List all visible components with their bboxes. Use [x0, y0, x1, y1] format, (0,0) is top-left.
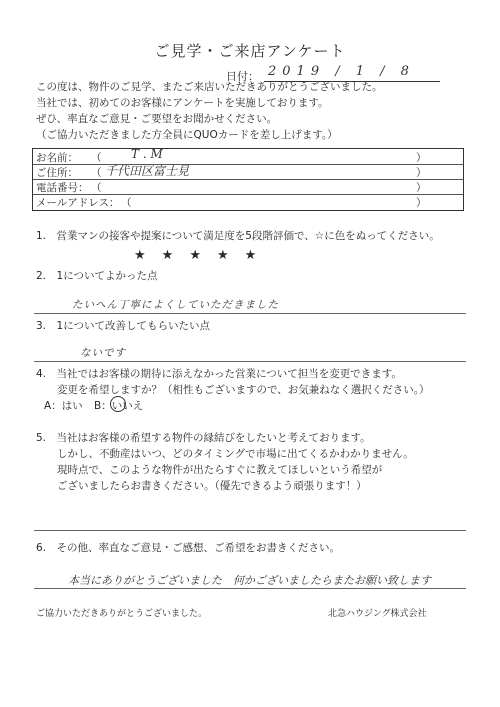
address-open-paren: （ [91, 167, 102, 179]
question-3-answer-line [34, 361, 466, 362]
email-label: メールアドレス： [36, 197, 120, 209]
intro-line-1: この度は、物件のご見学、またご来店いただきありがとうございました。 [36, 81, 383, 93]
footer-thanks: ご協力いただきありがとうございました。 [36, 609, 208, 619]
date-label: 日付： [226, 70, 259, 83]
question-2: 2. 1についてよかった点 [36, 270, 158, 282]
email-close-paren: ） [416, 197, 427, 209]
question-5-line-3: 現時点で、このような物件が出たらすぐに教えてほしいという希望が [57, 464, 383, 476]
question-3: 3. 1について改善してもらいたい点 [36, 320, 210, 332]
question-5: 5. 当社はお客様の希望する物件の縁結びをしたいと考えております。 [36, 432, 371, 444]
intro-line-3: ぜひ、率直なご意見・ご要望をお聞かせください。 [36, 113, 278, 125]
question-1: 1. 営業マンの接客や提案について満足度を5段階評価で、☆に色をぬってください。 [36, 230, 440, 242]
question-4-sub: 変更を希望しますか？（相性もございますので、お気兼ねなく選択ください。） [57, 384, 430, 396]
question-4: 4. 当社ではお客様の期待に添えなかった営業について担当を変更できます。 [36, 368, 402, 380]
intro-line-2: 当社では、初めてのお客様にアンケートを実施しております。 [36, 97, 329, 109]
question-2-answer: たいへん丁寧によくしていただきました [72, 299, 279, 311]
question-6-answer: 本当にありがとうございました 何かございましたらまたお願い致します [68, 574, 431, 587]
date-value: 2019 / 1 / 8 [268, 64, 415, 79]
star-icon: ★ [189, 248, 201, 263]
name-row [33, 149, 463, 165]
address-value: 千代田区富士見 [105, 164, 190, 178]
selected-option-circle [110, 396, 126, 412]
question-5-answer-line [34, 530, 466, 531]
page-title: ご見学・ご来店アンケート [154, 42, 346, 60]
intro-line-4: （ご協力いただきました方全員にQUOカードを差し上げます。） [36, 129, 338, 141]
question-2-answer-line [34, 313, 466, 314]
star-icon: ★ [161, 248, 174, 263]
name-close-paren: ） [416, 152, 427, 164]
star-rating [134, 248, 256, 263]
address-close-paren: ） [416, 167, 427, 179]
option-b: B：いいえ [94, 400, 144, 412]
star-icon: ★ [216, 248, 229, 263]
star-icon: ★ [134, 248, 146, 263]
address-row [33, 164, 463, 180]
phone-label: 電話番号： [36, 182, 89, 194]
address-label: ご住所： [36, 167, 78, 179]
name-value: T . M [131, 147, 163, 161]
star-icon: ★ [244, 248, 257, 263]
option-a: A：はい [44, 400, 83, 412]
question-6-answer-line [34, 588, 466, 589]
name-open-paren: （ [91, 152, 102, 164]
name-label: お名前： [36, 152, 78, 164]
phone-close-paren: ） [416, 182, 427, 194]
email-row [33, 194, 463, 209]
question-6: 6. その他、率直なご意見・ご感想、ご希望をお書きください。 [36, 542, 341, 554]
customer-info-table [32, 148, 464, 211]
footer-company: 北急ハウジング株式会社 [328, 609, 427, 619]
phone-row [33, 179, 463, 195]
question-5-line-4: ございましたらお書きください。（優先できるよう頑張ります！） [57, 480, 367, 492]
email-open-paren: （ [121, 197, 132, 209]
question-3-answer: ないです [80, 347, 126, 359]
question-5-line-2: しかし、不動産はいつ、どのタイミングで市場に出てくるかわかりません。 [57, 448, 414, 460]
phone-open-paren: （ [91, 182, 102, 194]
